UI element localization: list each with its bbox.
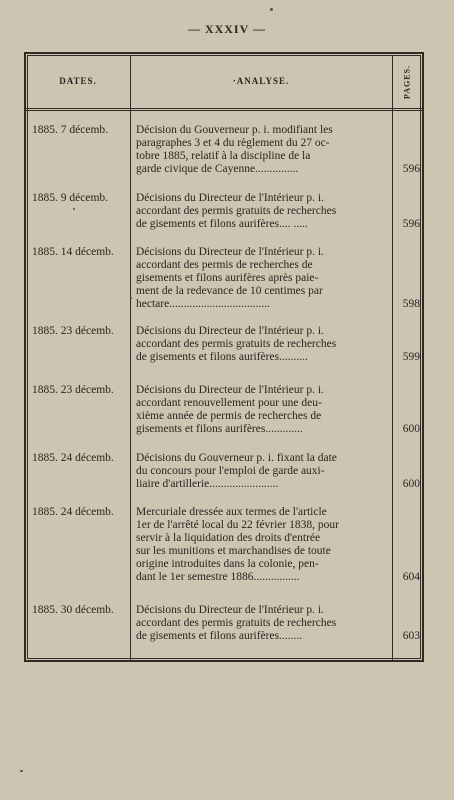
entry-date: 1885. 23 décemb. bbox=[32, 325, 114, 337]
analyse-line: du concours pour l'emploi de garde auxi- bbox=[136, 465, 325, 477]
entry-page-number: 603 bbox=[402, 630, 420, 642]
entry-date: 1885. 30 décemb. bbox=[32, 604, 114, 616]
analyse-line: de gisements et filons aurifères.... ..... bbox=[136, 218, 308, 230]
entry-analyse bbox=[136, 124, 388, 176]
paper-speck bbox=[130, 297, 132, 299]
analyse-line: Mercuriale dressée aux termes de l'article bbox=[136, 506, 327, 518]
header-pages: PAGES. bbox=[402, 64, 412, 100]
entry-analyse bbox=[136, 325, 388, 364]
analyse-line: de gisements et filons aurifères........ bbox=[136, 630, 303, 642]
header-dates: DATES. bbox=[59, 76, 97, 86]
analyse-line: accordant des permis gratuits de recherches bbox=[136, 338, 337, 350]
analyse-line: hectare................................... bbox=[136, 298, 270, 310]
page-number-header: — XXXIV — bbox=[187, 22, 267, 36]
analyse-line: liaire d'artillerie........................ bbox=[136, 478, 279, 490]
entry-analyse bbox=[136, 246, 388, 311]
analyse-line: paragraphes 3 et 4 du règlement du 27 oc- bbox=[136, 137, 330, 149]
entry-page-number: 604 bbox=[402, 571, 420, 583]
analyse-line: accordant des permis de recherches de bbox=[136, 259, 313, 271]
analyse-line: 1er de l'arrêté local du 22 février 1838, pour bbox=[136, 519, 339, 531]
analyse-line: accordant des permis gratuits de recherches bbox=[136, 617, 337, 629]
analyse-line: Décisions du Directeur de l'Intérieur p. i. bbox=[136, 192, 324, 204]
header-pages-cell bbox=[392, 60, 422, 104]
analyse-line: garde civique de Cayenne............... bbox=[136, 163, 299, 175]
column-divider-pages bbox=[392, 56, 393, 660]
header-analyse: ·ANALYSE. bbox=[232, 76, 290, 86]
analyse-line: accordant renouvellement pour une deu- bbox=[136, 397, 322, 409]
analyse-line: gisements et filons aurifères............. bbox=[136, 423, 303, 435]
entry-page-number: 600 bbox=[402, 423, 420, 435]
analyse-line: accordant des permis gratuits de recherches bbox=[136, 205, 337, 217]
paper-speck bbox=[20, 770, 23, 772]
analyse-line: Décisions du Directeur de l'Intérieur p. i. bbox=[136, 325, 324, 337]
analyse-line: Décisions du Directeur de l'Intérieur p. i. bbox=[136, 246, 324, 258]
entry-page-number: 596 bbox=[402, 218, 420, 230]
entry-analyse bbox=[136, 604, 388, 643]
paper-speck bbox=[73, 208, 75, 210]
entry-date: 1885. 7 décemb. bbox=[32, 124, 109, 136]
analyse-line: servir à la liquidation des droits d'entrée bbox=[136, 532, 321, 544]
analyse-line: tobre 1885, relatif à la discipline de la bbox=[136, 150, 311, 162]
entry-date: 1885. 23 décemb. bbox=[32, 384, 114, 396]
entry-analyse bbox=[136, 384, 388, 436]
analyse-line: Décisions du Directeur de l'Intérieur p. i. bbox=[136, 384, 324, 396]
analyse-line: sur les munitions et marchandises de toute bbox=[136, 545, 331, 557]
entry-page-number: 599 bbox=[402, 351, 420, 363]
entry-page-number: 598 bbox=[402, 298, 420, 310]
analyse-line: origine introduites dans la colonie, pen- bbox=[136, 558, 319, 570]
entry-date: 1885. 9 décemb. bbox=[32, 192, 109, 204]
paper-speck bbox=[270, 8, 273, 11]
analyse-line: de gisements et filons aurifères.......... bbox=[136, 351, 308, 363]
analyse-line: dant le 1er semestre 1886................ bbox=[136, 571, 300, 583]
analyse-line: Décision du Gouverneur p. i. modifiant les bbox=[136, 124, 333, 136]
analyse-line: Décisions du Directeur de l'Intérieur p. i. bbox=[136, 604, 324, 616]
entry-analyse bbox=[136, 192, 388, 231]
entry-analyse bbox=[136, 506, 388, 584]
entry-analyse bbox=[136, 452, 388, 491]
column-divider-dates bbox=[130, 56, 131, 660]
entry-date: 1885. 14 décemb. bbox=[32, 246, 114, 258]
table-header bbox=[26, 54, 422, 111]
analyse-line: ment de la redevance de 10 centimes par bbox=[136, 285, 323, 297]
index-table bbox=[24, 52, 424, 662]
analyse-line: gisements et filons aurifères après paie- bbox=[136, 272, 319, 284]
entry-date: 1885. 24 décemb. bbox=[32, 452, 114, 464]
analyse-line: xième année de permis de recherches de bbox=[136, 410, 322, 422]
analyse-line: Décisions du Gouverneur p. i. fixant la date bbox=[136, 452, 337, 464]
entry-date: 1885. 24 décemb. bbox=[32, 506, 114, 518]
entry-page-number: 596 bbox=[402, 163, 420, 175]
entry-page-number: 600 bbox=[402, 478, 420, 490]
